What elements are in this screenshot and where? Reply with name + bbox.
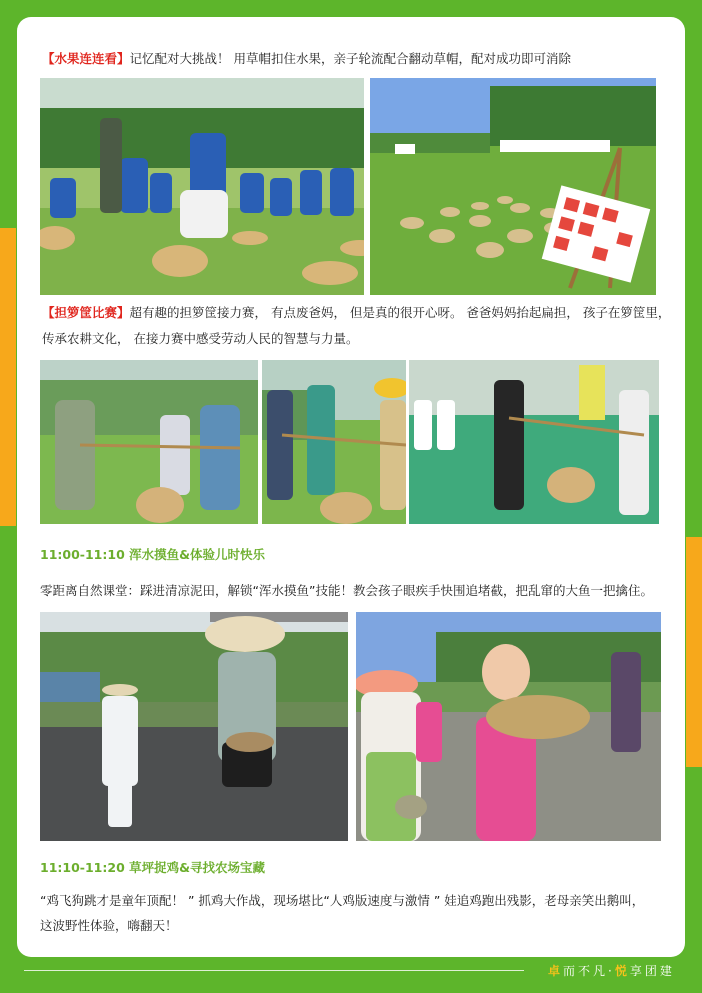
photo-basket-relay-2: [262, 360, 406, 524]
section3-text: 零距离自然课堂：踩进清凉泥田，解锁“浑水摸鱼”技能！教会孩子眼疾手快围追堵截，把乱窜的大鱼一把擒住。: [40, 583, 653, 598]
photo-straw-hats-field: [370, 78, 656, 295]
photo-kids-on-lawn: [40, 78, 364, 295]
footer-brand: [548, 962, 675, 979]
section4-text-line1: “鸡飞狗跳才是童年顶配！ ” 抓鸡大作战，现场堪比“人鸡版速度与激情 ” 娃追鸡跑出残影，老母亲笑出鹅叫，: [40, 893, 645, 908]
photo-kids-holding-fish: [356, 612, 661, 841]
section1-paragraph: [42, 48, 571, 70]
section3-heading: 11:00-11:10 浑水摸鱼&体验儿时快乐: [40, 547, 266, 562]
footer-divider: [24, 970, 524, 971]
section4-heading: 11:10-11:20 草坪捉鸡&寻找农场宝藏: [40, 860, 266, 875]
footer-brand-part-d: 享团建: [629, 964, 675, 978]
section1-tag: 【水果连连看】: [42, 51, 130, 66]
footer-brand-part-b: 而不凡·: [563, 964, 615, 978]
footer-brand-part-a: 卓: [548, 964, 564, 978]
left-orange-accent: [0, 228, 16, 526]
right-orange-accent: [686, 537, 702, 767]
photo-fish-catching-pool: [40, 612, 348, 841]
section1-text: 记忆配对大挑战！ 用草帽扣住水果，亲子轮流配合翻动草帽，配对成功即可消除: [129, 51, 571, 66]
photo-basket-relay-1: [40, 360, 258, 524]
photo-basket-relay-3: [409, 360, 659, 524]
section2-tag: 【担箩筐比赛】: [42, 305, 130, 320]
section2-paragraph-line1: [42, 302, 670, 324]
section4-text-line2: 这波野性体验，嗨翻天！: [40, 918, 178, 933]
section2-text-line2: 传承农耕文化， 在接力赛中感受劳动人民的智慧与力量。: [42, 331, 359, 346]
footer-brand-part-c: 悦: [614, 964, 630, 978]
section2-text-line1: 超有趣的担箩筐接力赛， 有点废爸妈， 但是真的很开心呀。 爸爸妈妈抬起扁担， 孩子在箩筐里，: [129, 305, 671, 320]
